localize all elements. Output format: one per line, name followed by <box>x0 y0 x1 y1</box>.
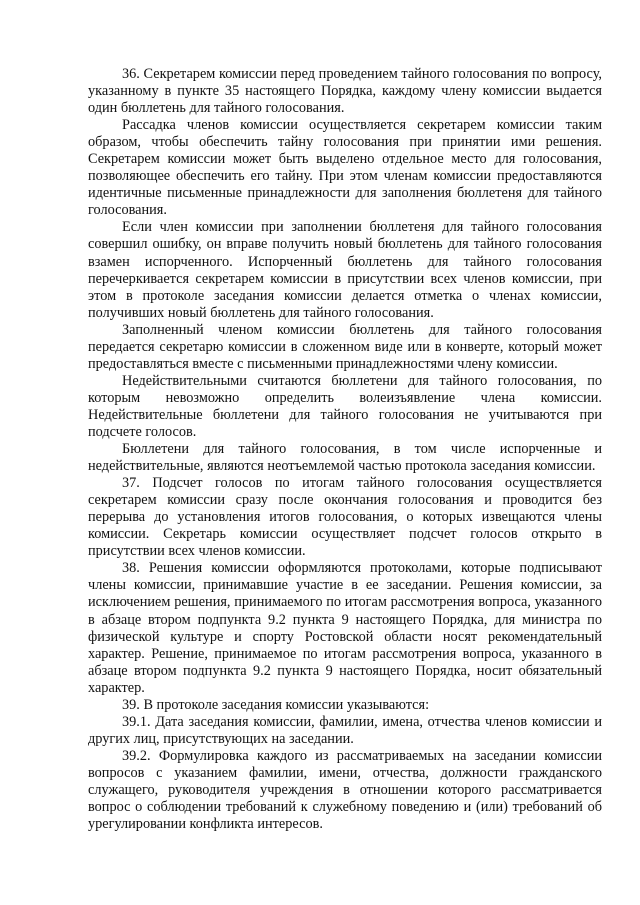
paragraph-36: 36. Секретарем комиссии перед проведением тайного голосования по вопросу, указанному в пункте 35 настоящего Порядка, каждому члену комиссии выдается один бюллетень для тайного голосования. <box>88 66 602 117</box>
paragraph-39-2: 39.2. Формулировка каждого из рассматриваемых на заседании комиссии вопросов с указанием фамилии, имени, отчества, должности гражданского служащего, руководителя учреждения в отношении которого рассматривается вопрос о соблюдении требований к служебному поведению и (или) требований об урегулировании конфликта интересов. <box>88 747 602 833</box>
document-body <box>88 66 602 833</box>
paragraph-39: 39. В протоколе заседания комиссии указываются: <box>122 696 430 713</box>
paragraph-37: 37. Подсчет голосов по итогам тайного голосования осуществляется секретарем комиссии сразу после окончания голосования и проводится без перерыва до установления итогов голосования, о которых извещаются члены комиссии. Секретарь комиссии осуществляет подсчет голосов открыто в присутствии всех членов комиссии. <box>88 475 602 560</box>
paragraph-seating: Рассадка членов комиссии осуществляется секретарем комиссии таким образом, чтобы обеспечить тайну голосования при принятии ими решения. Секретарем комиссии может быть выделено отдельное место для голосования, позволяющее обеспечить его тайну. При этом членам комиссии предоставляются идентичные письменные принадлежности для заполнения бюллетеня для тайного голосования. <box>88 117 602 219</box>
paragraph-filled-ballot: Заполненный членом комиссии бюллетень для тайного голосования передается секретарю комиссии в сложенном виде или в конверте, который может предоставляться вместе с письменными принадлежностями члену комиссии. <box>88 321 602 372</box>
paragraph-ballots-protocol: Бюллетени для тайного голосования, в том числе испорченные и недействительные, являются неотъемлемой частью протокола заседания комиссии. <box>88 441 602 475</box>
paragraph-39-1: 39.1. Дата заседания комиссии, фамилии, имена, отчества членов комиссии и других лиц, присутствующих на заседании. <box>88 713 602 747</box>
paragraph-spoiled-ballot: Если член комиссии при заполнении бюллетеня для тайного голосования совершил ошибку, он вправе получить новый бюллетень для тайного голосования взамен испорченного. Испорченный бюллетень для тайного голосования перечеркивается секретарем комиссии в присутствии всех членов комиссии, при этом в протоколе заседания комиссии делается отметка о членах комиссии, получивших новый бюллетень для тайного голосования. <box>88 219 602 321</box>
paragraph-invalid-ballots: Недействительными считаются бюллетени для тайного голосования, по которым невозможно определить волеизъявление члена комиссии. Недействительные бюллетени для тайного голосования не учитываются при подсчете голосов. <box>88 372 602 440</box>
paragraph-38: 38. Решения комиссии оформляются протоколами, которые подписывают члены комиссии, принимавшие участие в ее заседании. Решения комиссии, за исключением решения, принимаемого по итогам рассмотрения вопроса, указанного в абзаце втором подпункта 9.2 пункта 9 настоящего Порядка, для министра по физической культуре и спорту Ростовской области носят рекомендательный характер. Решение, принимаемое по итогам рассмотрения вопроса, указанного в абзаце втором подпункта 9.2 пункта 9 настоящего Порядка, носит обязательный характер. <box>88 560 602 696</box>
